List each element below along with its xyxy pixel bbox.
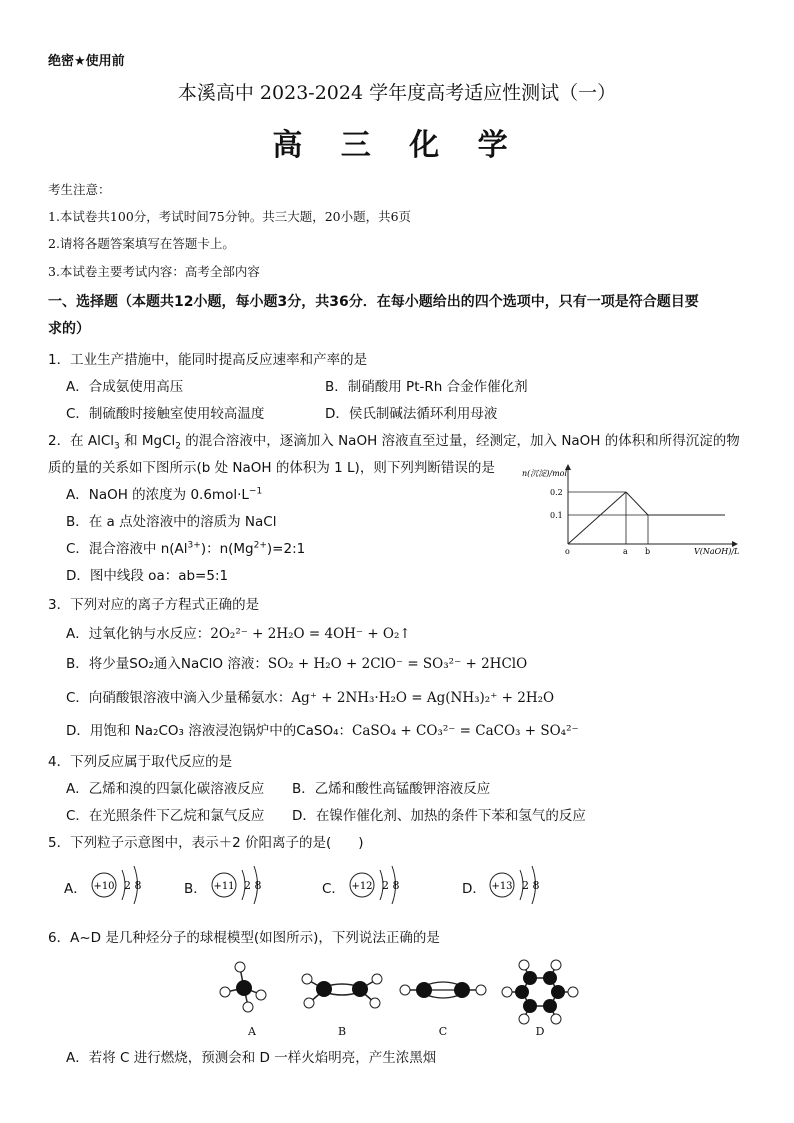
x-axis-label: V(NaOH)/L: [694, 547, 740, 556]
option-d: D．在镍作催化剂、加热的条件下苯和氢气的反应: [292, 808, 586, 824]
model-b-ethylene: [298, 958, 386, 1038]
shell-electrons: 2 8: [522, 879, 540, 892]
model-caption: B: [337, 1025, 347, 1038]
subject-title: 高 三 化 学: [272, 128, 522, 163]
y-tick-label: 0.2: [550, 488, 563, 497]
option-a: A．合成氨使用高压: [66, 379, 184, 395]
option-c: C．制硫酸时接触室使用较高温度: [66, 406, 265, 422]
option-c: C．向硝酸银溶液中滴入少量稀氨水：Ag⁺ + 2NH₃·H₂O = Ag(NH₃)₂⁺ + 2H₂O: [66, 690, 555, 706]
note-item: 3.本试卷主要考试内容：高考全部内容: [48, 264, 260, 279]
option-a: A．NaOH 的浓度为 $0.6mol\cdot L^{-1}$: [66, 486, 263, 503]
exam-title: 本溪高中 2023-2024 学年度高考适应性测试（一）: [177, 82, 617, 104]
model-a-methane: [212, 958, 292, 1038]
x-tick-label: a: [623, 547, 628, 556]
precipitate-graph: [520, 462, 740, 557]
atom-diagram-d: D． +13 2 8: [462, 856, 572, 920]
section-heading: 一、选择题（本题共12小题，每小题3分，共36分．在每小题给出的四个选项中，只有一项是符合题目要: [48, 294, 699, 310]
ball-stick-models: [212, 958, 592, 1038]
option-c: C．在光照条件下乙烷和氯气反应: [66, 808, 265, 824]
atom-diagram-a: A． +10 2 8: [64, 856, 174, 920]
notes-title: 考生注意：: [48, 182, 111, 197]
y-tick-label: 0.1: [550, 511, 563, 520]
model-c-acetylene: [398, 958, 488, 1038]
atom-diagrams: [64, 856, 584, 920]
option-d: D．侯氏制碱法循环利用母液: [325, 406, 498, 422]
atom-diagram-c: C． +12 2 8: [322, 856, 432, 920]
nucleus-charge: +11: [213, 881, 235, 892]
note-item: 2.请将各题答案填写在答题卡上。: [48, 236, 235, 251]
nucleus-charge: +12: [351, 881, 373, 892]
y-axis-label: n(沉淀)/mol: [522, 469, 568, 478]
question-stem: 5．下列粒子示意图中，表示＋2 价阳离子的是( ): [48, 835, 364, 851]
fall-segment: [626, 492, 648, 515]
nucleus-charge: +10: [93, 881, 115, 892]
option-b: B．在 a 点处溶液中的溶质为 NaCl: [66, 514, 277, 530]
section-heading-cont: 求的）: [48, 321, 90, 337]
question-stem: 4．下列反应属于取代反应的是: [48, 754, 233, 770]
option-a: A．若将 C 进行燃烧，预测会和 D 一样火焰明亮，产生浓黑烟: [66, 1050, 437, 1066]
x-tick-label: o: [565, 547, 570, 556]
confidential-mark: 绝密★使用前: [48, 54, 125, 69]
shell-electrons: 2 8: [382, 879, 400, 892]
question-stem: 6．A~D 是几种烃分子的球棍模型(如图所示)，下列说法正确的是: [48, 930, 440, 946]
model-caption: C: [438, 1025, 448, 1038]
question-stem: 1．工业生产措施中，能同时提高反应速率和产率的是: [48, 352, 368, 368]
option-a: A．过氧化钠与水反应：2O₂²⁻ + 2H₂O = 4OH⁻ + O₂↑: [66, 626, 411, 642]
model-caption: D: [535, 1025, 545, 1038]
option-b: B．乙烯和酸性高锰酸钾溶液反应: [292, 781, 491, 797]
option-a: A．乙烯和溴的四氯化碳溶液反应: [66, 781, 265, 797]
question-stem: 2．在 AlCl$_3$ 和 MgCl$_2$ 的混合溶液中，逐滴加入 NaOH 溶液直至过量，经测定，加入 NaOH 的体积和所得沉淀的物: [48, 433, 740, 452]
atom-diagram-b: B． +11 2 8: [184, 856, 294, 920]
option-c: C．混合溶液中 $n(Al^{3+})$：$n(Mg^{2+})=2:1$: [66, 540, 306, 557]
nucleus-charge: +13: [491, 881, 513, 892]
option-b: B．将少量SO₂通入NaClO 溶液：SO₂ + H₂O + 2ClO⁻ = SO₃²⁻ + 2HClO: [66, 656, 528, 672]
shell-electrons: 2 8: [124, 879, 142, 892]
model-d-benzene: [500, 958, 580, 1038]
option-b: B．制硝酸用 Pt-Rh 合金作催化剂: [325, 379, 528, 395]
rise-segment: [568, 492, 626, 544]
model-caption: A: [248, 1025, 256, 1038]
option-d: D．图中线段 oa：ab=5:1: [66, 568, 229, 584]
question-stem-cont: 质的量的关系如下图所示(b 处 NaOH 的体积为 1 L)，则下列判断错误的是: [48, 460, 495, 476]
note-item: 1.本试卷共100分，考试时间75分钟。共三大题，20小题，共6页: [48, 209, 412, 224]
question-stem: 3．下列对应的离子方程式正确的是: [48, 597, 260, 613]
option-d: D．用饱和 Na₂CO₃ 溶液浸泡锅炉中的CaSO₄：CaSO₄ + CO₃²⁻ = CaCO₃ + SO₄²⁻: [66, 723, 579, 739]
shell-electrons: 2 8: [244, 879, 262, 892]
x-tick-label: b: [645, 547, 651, 556]
